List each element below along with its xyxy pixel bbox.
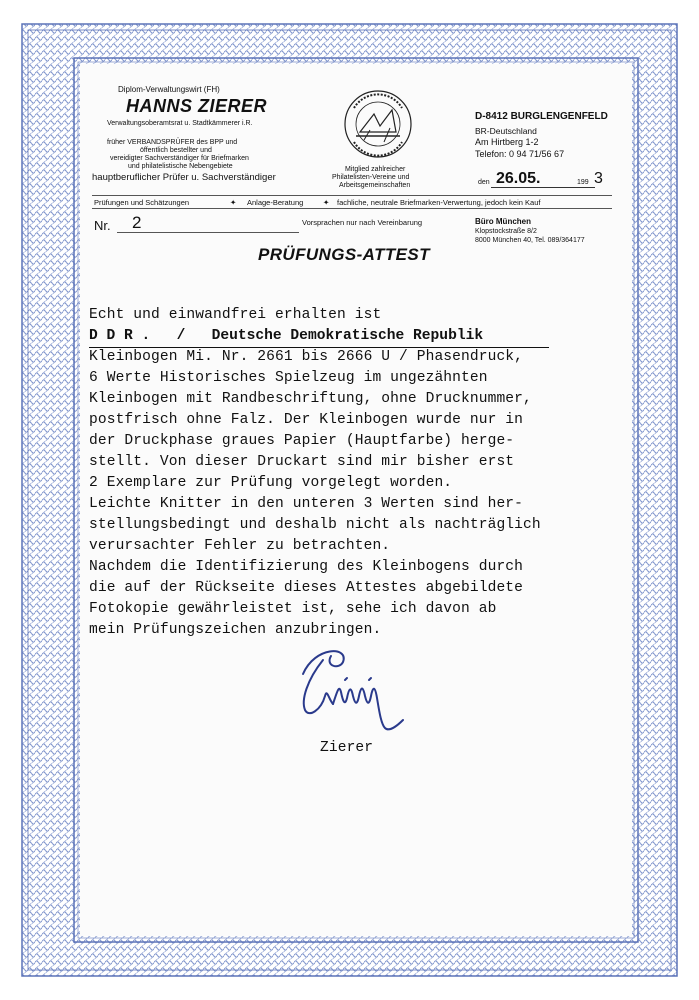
number-label: Nr. <box>94 218 111 233</box>
date-year-printed: 199 <box>577 179 589 186</box>
subject-underline <box>89 347 549 348</box>
body-line: 6 Werte Historisches Spielzeug im ungezähnten <box>89 370 488 386</box>
letterhead-line-6: hauptberuflicher Prüfer u. Sachverständiger <box>92 172 276 183</box>
office-title: Büro München <box>475 217 531 226</box>
association-seal-logo <box>330 86 426 162</box>
date-prefix: den <box>478 179 490 186</box>
body-line: Fotokopie gewährleistet ist, sehe ich davon ab <box>89 601 497 617</box>
association-line-1: Mitglied zahlreicher <box>345 166 406 173</box>
body-line: Nachdem die Identifizierung des Kleinbogens durch <box>89 559 524 575</box>
date-handwritten: 26.05. <box>496 170 541 187</box>
body-line: Leichte Knitter in den unteren 3 Werten sind her- <box>89 496 524 512</box>
services-bottom-rule <box>92 208 612 209</box>
letterhead-country: BR-Deutschland <box>475 126 537 136</box>
service-2: Anlage-Beratung <box>247 198 304 207</box>
date-underline <box>491 187 595 188</box>
body-line: stellungsbedingt und deshalb nicht als nachträglich <box>89 517 541 533</box>
letterhead-name: HANNS ZIERER <box>126 96 268 116</box>
service-separator-2: ✦ <box>323 198 330 207</box>
letterhead-line-4: vereidigter Sachverständiger für Briefmarken <box>110 155 249 162</box>
qualification: Diplom-Verwaltungswirt (FH) <box>118 85 220 94</box>
association-line-3: Arbeitsgemeinschaften <box>339 182 411 189</box>
service-3: fachliche, neutrale Briefmarken-Verwertung, jedoch kein Kauf <box>337 198 541 207</box>
handwritten-signature <box>285 640 415 736</box>
letterhead-city: D-8412 BURGLENGENFELD <box>475 111 608 122</box>
number-value: 2 <box>132 213 142 232</box>
body-intro: Echt und einwandfrei erhalten ist <box>89 307 382 323</box>
number-underline <box>117 232 299 233</box>
appointment-note: Vorsprachen nur nach Vereinbarung <box>302 218 423 227</box>
date-year-typed: 3 <box>594 170 603 187</box>
letterhead-line-3: öffentlich bestellter und <box>140 147 212 154</box>
signer-name: Zierer <box>320 740 374 756</box>
body-subject: D D R . / Deutsche Demokratische Republik <box>89 328 484 344</box>
letterhead-phone: Telefon: 0 94 71/56 67 <box>475 149 565 159</box>
body-line: Kleinbogen Mi. Nr. 2661 bis 2666 U / Phasendruck, <box>89 349 524 365</box>
letterhead-street: Am Hirtberg 1-2 <box>475 137 539 147</box>
letterhead-line-2: früher VERBANDSPRÜFER des BPP und <box>107 139 238 146</box>
body-line: verursachter Fehler zu betrachten. <box>89 538 391 554</box>
letterhead-line-1: Verwaltungsoberamtsrat u. Stadtkämmerer i.R. <box>107 120 253 127</box>
body-line: mein Prüfungszeichen anzubringen. <box>89 622 382 638</box>
body-line: der Druckphase graues Papier (Hauptfarbe) herge- <box>89 433 515 449</box>
letterhead-line-5: und philatelistische Nebengebiete <box>128 163 233 170</box>
body-line: postfrisch ohne Falz. Der Kleinbogen wurde nur in <box>89 412 524 428</box>
body-line: Kleinbogen mit Randbeschriftung, ohne Drucknummer, <box>89 391 532 407</box>
body-line: die auf der Rückseite dieses Attestes abgebildete <box>89 580 524 596</box>
service-1: Prüfungen und Schätzungen <box>94 198 190 207</box>
office-city-phone: 8000 München 40, Tel. 089/364177 <box>475 237 585 244</box>
body-line: 2 Exemplare zur Prüfung vorgelegt worden. <box>89 475 453 491</box>
office-street: Klopstockstraße 8/2 <box>475 228 537 235</box>
association-line-2: Philatelisten-Vereine und <box>332 174 410 181</box>
services-top-rule <box>92 195 612 196</box>
body-line: stellt. Von dieser Druckart sind mir bisher erst <box>89 454 515 470</box>
document-title: PRÜFUNGS-ATTEST <box>258 245 430 264</box>
service-separator-1: ✦ <box>230 198 237 207</box>
